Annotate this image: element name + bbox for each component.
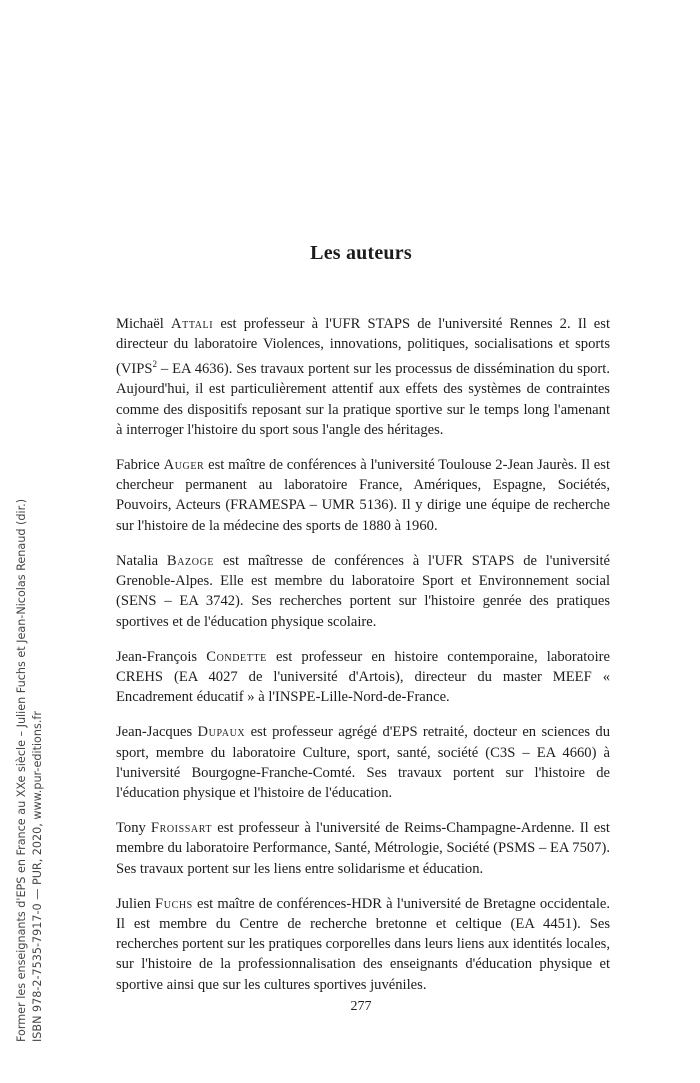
author-description: est professeur en histoire contemporaine, laboratoire CREHS (EA 4027 de l'université d'Artois), directeur du master MEEF « Encadrement éducatif » à l'INSPE-Lille-Nord-de-France. — [116, 648, 610, 706]
author-bio-dupaux — [116, 722, 610, 803]
author-surname: Condette — [206, 648, 267, 665]
author-firstname: Michaël — [116, 316, 164, 332]
copyright-sidebar — [14, 482, 46, 1042]
author-firstname: Fabrice — [116, 457, 160, 474]
author-firstname: Jean-Jacques — [116, 724, 193, 741]
author-surname: Dupaux — [197, 724, 246, 741]
author-firstname: Julien — [116, 895, 151, 912]
sidebar-book-title: Former les enseignants d'EPS en France au XXe siècle – Julien Fuchs et Jean-Nicolas Renaud (dir.) — [15, 498, 28, 1042]
author-description: est maîtresse de conférences à l'UFR STAPS de l'université Grenoble-Alpes. Elle est membre du laboratoire Sport et Environnement social (SENS – EA 3742). Ses recherches portent sur l'histoire genrée des pratiques sportives et de l'éducation physique scolaire. — [116, 552, 610, 630]
author-bio-attali — [116, 314, 610, 440]
author-firstname: Jean-François — [116, 648, 198, 665]
author-bio-condette — [116, 647, 610, 708]
author-bio-froissart — [116, 818, 610, 879]
author-bio-auger — [116, 455, 610, 536]
footnote-superscript: 2 — [152, 359, 157, 370]
author-firstname: Tony — [116, 820, 146, 837]
author-description: est professeur agrégé d'EPS retraité, docteur en sciences du sport, membre du laboratoire Culture, sport, santé, société (C3S – EA 4660) à l'université Bourgogne-Franche-Comté. Ses travaux portent sur l'histoire de l'éducation physique et l'histoire de l'éducation. — [116, 724, 611, 801]
page-number: 277 — [350, 999, 372, 1014]
page-title: Les auteurs — [310, 242, 412, 264]
author-surname: Auger — [163, 457, 205, 474]
author-description: est professeur à l'UFR STAPS de l'université Rennes 2. Il est directeur du laboratoire Violences, innovations, politiques, socialisations et sports (VIPS — [116, 316, 610, 378]
author-surname: Froissart — [150, 820, 213, 837]
author-description: est maître de conférences à l'université Toulouse 2-Jean Jaurès. Il est chercheur permanent au laboratoire France, Amériques, Espagne, Sociétés, Pouvoirs, Acteurs (FRAMESPA – UMR 5136). Il y dirige une équipe de recherche sur l'histoire de la médecine des sports de 1880 à 1960. — [116, 457, 610, 534]
sidebar-isbn: ISBN 978-2-7535-7917-0 — PUR, 2020, www.pur-editions.fr — [31, 711, 44, 1042]
author-firstname: Natalia — [116, 552, 159, 569]
author-surname: Attali — [170, 316, 214, 332]
author-description: est professeur à l'université de Reims-Champagne-Ardenne. Il est membre du laboratoire Performance, Santé, Métrologie, Société (PSMS – EA 7507). Ses travaux portent sur les liens entre solidarisme et éducation. — [116, 820, 610, 877]
author-description-continued: – EA 4636). Ses travaux portent sur les processus de dissémination du sport. Aujourd'hui, il est particulièrement attentif aux effets des systèmes de contraintes comme des dispositifs reposant sur la pratique sportive sur le temps long l'amenant à interroger l'histoire du sport sous l'angle des héritages. — [116, 361, 610, 438]
author-bio-fuchs — [116, 894, 610, 995]
author-description: est maître de conférences-HDR à l'université de Bretagne occidentale. Il est membre du Centre de recherche bretonne et celtique (EA 4451). Ses recherches portent sur les pratiques corporelles dans leurs liens aux identités locales, sur l'histoire de la professionnalisation des enseignants d'éducation physique et sportive ainsi que sur les cultures sportives juvéniles. — [116, 895, 611, 993]
author-surname: Bazoge — [166, 552, 215, 569]
authors-list — [116, 314, 610, 1010]
author-surname: Fuchs — [155, 895, 193, 912]
author-bio-bazoge — [116, 551, 610, 632]
